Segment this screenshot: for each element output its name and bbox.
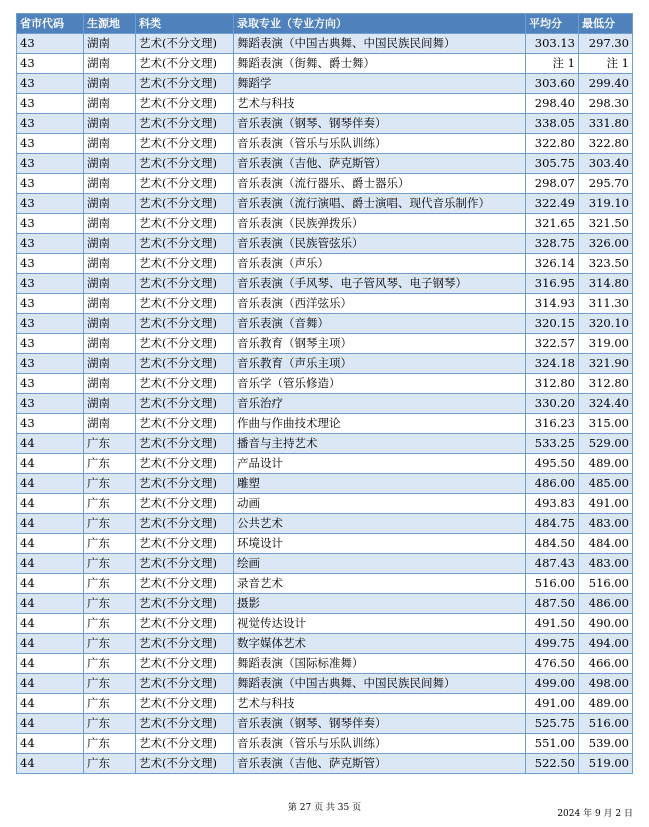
cell-origin: 广东 — [84, 454, 136, 474]
cell-category: 艺术(不分文理) — [136, 714, 234, 734]
table-row — [17, 734, 633, 754]
cell-origin: 广东 — [84, 574, 136, 594]
cell-province-code: 44 — [17, 654, 84, 674]
cell-origin: 广东 — [84, 654, 136, 674]
cell-origin: 广东 — [84, 494, 136, 514]
cell-origin: 广东 — [84, 674, 136, 694]
cell-major: 音乐表演（流行器乐、爵士器乐） — [234, 174, 526, 194]
cell-origin: 湖南 — [84, 254, 136, 274]
cell-min-score: 539.00 — [579, 734, 633, 754]
cell-min-score: 489.00 — [579, 694, 633, 714]
cell-min-score: 311.30 — [579, 294, 633, 314]
cell-major: 音乐表演（管乐与乐队训练） — [234, 734, 526, 754]
cell-origin: 湖南 — [84, 294, 136, 314]
cell-province-code: 43 — [17, 34, 84, 54]
cell-min-score: 319.10 — [579, 194, 633, 214]
cell-province-code: 43 — [17, 114, 84, 134]
cell-average-score: 312.80 — [526, 374, 579, 394]
page-number: 第 27 页 共 35 页 — [287, 803, 362, 813]
table-row — [17, 214, 633, 234]
table-body — [17, 34, 633, 774]
table-row — [17, 514, 633, 534]
cell-min-score: 312.80 — [579, 374, 633, 394]
cell-category: 艺术(不分文理) — [136, 114, 234, 134]
table-row — [17, 714, 633, 734]
cell-min-score: 322.80 — [579, 134, 633, 154]
cell-category: 艺术(不分文理) — [136, 614, 234, 634]
cell-major: 视觉传达设计 — [234, 614, 526, 634]
cell-major: 音乐学（管乐修造） — [234, 374, 526, 394]
cell-origin: 湖南 — [84, 94, 136, 114]
cell-province-code: 43 — [17, 314, 84, 334]
cell-province-code: 43 — [17, 134, 84, 154]
cell-average-score: 484.50 — [526, 534, 579, 554]
cell-origin: 广东 — [84, 474, 136, 494]
cell-origin: 湖南 — [84, 54, 136, 74]
cell-major: 数字媒体艺术 — [234, 634, 526, 654]
cell-category: 艺术(不分文理) — [136, 694, 234, 714]
cell-origin: 湖南 — [84, 394, 136, 414]
cell-province-code: 43 — [17, 214, 84, 234]
cell-min-score: 491.00 — [579, 494, 633, 514]
table-row — [17, 594, 633, 614]
cell-average-score: 499.00 — [526, 674, 579, 694]
cell-average-score: 321.65 — [526, 214, 579, 234]
cell-province-code: 44 — [17, 714, 84, 734]
cell-province-code: 44 — [17, 534, 84, 554]
cell-province-code: 43 — [17, 294, 84, 314]
cell-origin: 湖南 — [84, 334, 136, 354]
cell-average-score: 491.50 — [526, 614, 579, 634]
cell-province-code: 43 — [17, 414, 84, 434]
table-row — [17, 194, 633, 214]
cell-origin: 广东 — [84, 514, 136, 534]
cell-average-score: 487.50 — [526, 594, 579, 614]
cell-province-code: 43 — [17, 74, 84, 94]
cell-category: 艺术(不分文理) — [136, 254, 234, 274]
table-row — [17, 534, 633, 554]
cell-major: 环境设计 — [234, 534, 526, 554]
cell-category: 艺术(不分文理) — [136, 54, 234, 74]
cell-major: 音乐表演（音舞） — [234, 314, 526, 334]
table-row — [17, 354, 633, 374]
cell-province-code: 43 — [17, 194, 84, 214]
cell-average-score: 487.43 — [526, 554, 579, 574]
cell-major: 音乐治疗 — [234, 394, 526, 414]
table-row — [17, 294, 633, 314]
cell-min-score: 326.00 — [579, 234, 633, 254]
header-category: 科类 — [136, 14, 234, 34]
cell-province-code: 44 — [17, 734, 84, 754]
table-row — [17, 34, 633, 54]
cell-category: 艺术(不分文理) — [136, 134, 234, 154]
table-row — [17, 454, 633, 474]
cell-origin: 湖南 — [84, 234, 136, 254]
cell-category: 艺术(不分文理) — [136, 234, 234, 254]
cell-average-score: 324.18 — [526, 354, 579, 374]
cell-category: 艺术(不分文理) — [136, 274, 234, 294]
cell-average-score: 314.93 — [526, 294, 579, 314]
cell-category: 艺术(不分文理) — [136, 414, 234, 434]
table-row — [17, 154, 633, 174]
cell-province-code: 43 — [17, 154, 84, 174]
cell-province-code: 43 — [17, 394, 84, 414]
cell-major: 摄影 — [234, 594, 526, 614]
cell-province-code: 43 — [17, 274, 84, 294]
cell-origin: 广东 — [84, 734, 136, 754]
cell-major: 雕塑 — [234, 474, 526, 494]
cell-category: 艺术(不分文理) — [136, 514, 234, 534]
table-row — [17, 434, 633, 454]
cell-min-score: 314.80 — [579, 274, 633, 294]
cell-average-score: 303.13 — [526, 34, 579, 54]
cell-average-score: 326.14 — [526, 254, 579, 274]
table-row — [17, 654, 633, 674]
cell-min-score: 303.40 — [579, 154, 633, 174]
cell-min-score: 321.90 — [579, 354, 633, 374]
cell-average-score: 486.00 — [526, 474, 579, 494]
cell-origin: 广东 — [84, 634, 136, 654]
cell-average-score: 298.40 — [526, 94, 579, 114]
cell-major: 音乐表演（钢琴、钢琴伴奏） — [234, 114, 526, 134]
cell-min-score: 319.00 — [579, 334, 633, 354]
cell-origin: 湖南 — [84, 194, 136, 214]
table-row — [17, 694, 633, 714]
table-row — [17, 54, 633, 74]
table-row — [17, 754, 633, 774]
table-row — [17, 614, 633, 634]
cell-min-score: 490.00 — [579, 614, 633, 634]
cell-average-score: 320.15 — [526, 314, 579, 334]
header-province-code: 省市代码 — [17, 14, 84, 34]
cell-major: 音乐教育（钢琴主项） — [234, 334, 526, 354]
cell-category: 艺术(不分文理) — [136, 374, 234, 394]
cell-average-score: 322.57 — [526, 334, 579, 354]
cell-min-score: 299.40 — [579, 74, 633, 94]
cell-average-score: 551.00 — [526, 734, 579, 754]
cell-min-score: 529.00 — [579, 434, 633, 454]
cell-average-score: 305.75 — [526, 154, 579, 174]
cell-category: 艺术(不分文理) — [136, 494, 234, 514]
cell-province-code: 43 — [17, 94, 84, 114]
cell-min-score: 320.10 — [579, 314, 633, 334]
cell-min-score: 331.80 — [579, 114, 633, 134]
cell-province-code: 43 — [17, 334, 84, 354]
cell-province-code: 44 — [17, 514, 84, 534]
cell-category: 艺术(不分文理) — [136, 154, 234, 174]
cell-category: 艺术(不分文理) — [136, 554, 234, 574]
cell-origin: 湖南 — [84, 134, 136, 154]
cell-province-code: 44 — [17, 634, 84, 654]
cell-category: 艺术(不分文理) — [136, 214, 234, 234]
cell-major: 音乐表演（声乐） — [234, 254, 526, 274]
cell-province-code: 44 — [17, 474, 84, 494]
cell-min-score: 324.40 — [579, 394, 633, 414]
cell-province-code: 44 — [17, 754, 84, 774]
cell-min-score: 315.00 — [579, 414, 633, 434]
cell-category: 艺术(不分文理) — [136, 34, 234, 54]
cell-average-score: 322.49 — [526, 194, 579, 214]
cell-category: 艺术(不分文理) — [136, 194, 234, 214]
cell-min-score: 486.00 — [579, 594, 633, 614]
cell-major: 舞蹈表演（国际标准舞） — [234, 654, 526, 674]
cell-category: 艺术(不分文理) — [136, 394, 234, 414]
header-average-score: 平均分 — [526, 14, 579, 34]
table-row — [17, 74, 633, 94]
table-row — [17, 334, 633, 354]
cell-province-code: 44 — [17, 674, 84, 694]
cell-origin: 湖南 — [84, 154, 136, 174]
table-row — [17, 374, 633, 394]
cell-major: 音乐表演（民族管弦乐） — [234, 234, 526, 254]
cell-min-score: 483.00 — [579, 514, 633, 534]
cell-category: 艺术(不分文理) — [136, 754, 234, 774]
cell-origin: 广东 — [84, 694, 136, 714]
table-row — [17, 254, 633, 274]
cell-major: 音乐表演（手风琴、电子管风琴、电子钢琴） — [234, 274, 526, 294]
cell-origin: 广东 — [84, 594, 136, 614]
cell-major: 录音艺术 — [234, 574, 526, 594]
cell-min-score: 494.00 — [579, 634, 633, 654]
cell-average-score: 328.75 — [526, 234, 579, 254]
cell-major: 音乐表演（钢琴、钢琴伴奏） — [234, 714, 526, 734]
cell-province-code: 44 — [17, 454, 84, 474]
cell-average-score: 322.80 — [526, 134, 579, 154]
table-row — [17, 114, 633, 134]
cell-category: 艺术(不分文理) — [136, 174, 234, 194]
table-row — [17, 274, 633, 294]
cell-average-score: 499.75 — [526, 634, 579, 654]
table-row — [17, 554, 633, 574]
cell-min-score: 323.50 — [579, 254, 633, 274]
table-row — [17, 314, 633, 334]
header-min-score: 最低分 — [579, 14, 633, 34]
cell-category: 艺术(不分文理) — [136, 474, 234, 494]
cell-min-score: 298.30 — [579, 94, 633, 114]
cell-origin: 广东 — [84, 754, 136, 774]
cell-average-score: 522.50 — [526, 754, 579, 774]
cell-category: 艺术(不分文理) — [136, 314, 234, 334]
cell-average-score: 525.75 — [526, 714, 579, 734]
cell-major: 播音与主持艺术 — [234, 434, 526, 454]
cell-province-code: 43 — [17, 54, 84, 74]
cell-origin: 湖南 — [84, 374, 136, 394]
cell-major: 绘画 — [234, 554, 526, 574]
cell-province-code: 44 — [17, 434, 84, 454]
cell-province-code: 44 — [17, 694, 84, 714]
cell-origin: 广东 — [84, 534, 136, 554]
cell-major: 音乐表演（流行演唱、爵士演唱、现代音乐制作） — [234, 194, 526, 214]
header-origin: 生源地 — [84, 14, 136, 34]
cell-average-score: 316.95 — [526, 274, 579, 294]
cell-origin: 湖南 — [84, 174, 136, 194]
cell-category: 艺术(不分文理) — [136, 354, 234, 374]
cell-origin: 广东 — [84, 434, 136, 454]
cell-average-score: 注 1 — [526, 54, 579, 74]
cell-origin: 广东 — [84, 714, 136, 734]
table-row — [17, 174, 633, 194]
cell-min-score: 519.00 — [579, 754, 633, 774]
cell-average-score: 516.00 — [526, 574, 579, 594]
cell-category: 艺术(不分文理) — [136, 334, 234, 354]
cell-origin: 湖南 — [84, 314, 136, 334]
cell-major: 动画 — [234, 494, 526, 514]
cell-average-score: 316.23 — [526, 414, 579, 434]
cell-province-code: 43 — [17, 254, 84, 274]
cell-average-score: 338.05 — [526, 114, 579, 134]
cell-category: 艺术(不分文理) — [136, 534, 234, 554]
cell-province-code: 44 — [17, 554, 84, 574]
table-row — [17, 134, 633, 154]
cell-category: 艺术(不分文理) — [136, 654, 234, 674]
cell-category: 艺术(不分文理) — [136, 674, 234, 694]
cell-origin: 湖南 — [84, 74, 136, 94]
cell-category: 艺术(不分文理) — [136, 594, 234, 614]
cell-average-score: 476.50 — [526, 654, 579, 674]
cell-min-score: 483.00 — [579, 554, 633, 574]
table-row — [17, 394, 633, 414]
cell-major: 公共艺术 — [234, 514, 526, 534]
cell-average-score: 303.60 — [526, 74, 579, 94]
table-row — [17, 94, 633, 114]
cell-province-code: 44 — [17, 574, 84, 594]
cell-major: 舞蹈学 — [234, 74, 526, 94]
cell-origin: 湖南 — [84, 414, 136, 434]
cell-origin: 湖南 — [84, 114, 136, 134]
cell-major: 艺术与科技 — [234, 694, 526, 714]
table-row — [17, 234, 633, 254]
cell-province-code: 44 — [17, 494, 84, 514]
admissions-table — [16, 13, 633, 774]
cell-province-code: 44 — [17, 614, 84, 634]
cell-major: 音乐表演（吉他、萨克斯管） — [234, 754, 526, 774]
print-date: 2024 年 9 月 2 日 — [557, 809, 633, 819]
cell-min-score: 516.00 — [579, 574, 633, 594]
cell-province-code: 43 — [17, 374, 84, 394]
cell-min-score: 321.50 — [579, 214, 633, 234]
cell-category: 艺术(不分文理) — [136, 74, 234, 94]
header-major: 录取专业（专业方向） — [234, 14, 526, 34]
cell-min-score: 297.30 — [579, 34, 633, 54]
cell-average-score: 533.25 — [526, 434, 579, 454]
cell-average-score: 330.20 — [526, 394, 579, 414]
cell-major: 舞蹈表演（中国古典舞、中国民族民间舞） — [234, 34, 526, 54]
cell-min-score: 注 1 — [579, 54, 633, 74]
cell-origin: 湖南 — [84, 274, 136, 294]
cell-major: 音乐表演（吉他、萨克斯管） — [234, 154, 526, 174]
table-row — [17, 674, 633, 694]
cell-average-score: 484.75 — [526, 514, 579, 534]
cell-major: 音乐表演（管乐与乐队训练） — [234, 134, 526, 154]
cell-major: 作曲与作曲技术理论 — [234, 414, 526, 434]
table-header-row — [17, 14, 633, 34]
cell-major: 产品设计 — [234, 454, 526, 474]
cell-average-score: 493.83 — [526, 494, 579, 514]
table-row — [17, 414, 633, 434]
cell-min-score: 516.00 — [579, 714, 633, 734]
cell-origin: 广东 — [84, 614, 136, 634]
cell-average-score: 495.50 — [526, 454, 579, 474]
cell-category: 艺术(不分文理) — [136, 294, 234, 314]
cell-min-score: 295.70 — [579, 174, 633, 194]
cell-major: 音乐教育（声乐主项） — [234, 354, 526, 374]
table-row — [17, 574, 633, 594]
cell-min-score: 485.00 — [579, 474, 633, 494]
cell-min-score: 498.00 — [579, 674, 633, 694]
cell-category: 艺术(不分文理) — [136, 94, 234, 114]
cell-category: 艺术(不分文理) — [136, 734, 234, 754]
cell-average-score: 491.00 — [526, 694, 579, 714]
cell-province-code: 43 — [17, 174, 84, 194]
cell-origin: 湖南 — [84, 214, 136, 234]
cell-min-score: 484.00 — [579, 534, 633, 554]
cell-province-code: 44 — [17, 594, 84, 614]
table-row — [17, 474, 633, 494]
table-row — [17, 494, 633, 514]
cell-major: 舞蹈表演（街舞、爵士舞） — [234, 54, 526, 74]
cell-province-code: 43 — [17, 234, 84, 254]
cell-category: 艺术(不分文理) — [136, 574, 234, 594]
cell-min-score: 489.00 — [579, 454, 633, 474]
cell-category: 艺术(不分文理) — [136, 434, 234, 454]
cell-province-code: 43 — [17, 354, 84, 374]
cell-category: 艺术(不分文理) — [136, 454, 234, 474]
cell-major: 舞蹈表演（中国古典舞、中国民族民间舞） — [234, 674, 526, 694]
cell-major: 音乐表演（西洋弦乐） — [234, 294, 526, 314]
cell-origin: 广东 — [84, 554, 136, 574]
cell-major: 音乐表演（民族弹拨乐） — [234, 214, 526, 234]
cell-origin: 湖南 — [84, 34, 136, 54]
cell-average-score: 298.07 — [526, 174, 579, 194]
table-row — [17, 634, 633, 654]
cell-origin: 湖南 — [84, 354, 136, 374]
cell-category: 艺术(不分文理) — [136, 634, 234, 654]
cell-min-score: 466.00 — [579, 654, 633, 674]
cell-major: 艺术与科技 — [234, 94, 526, 114]
